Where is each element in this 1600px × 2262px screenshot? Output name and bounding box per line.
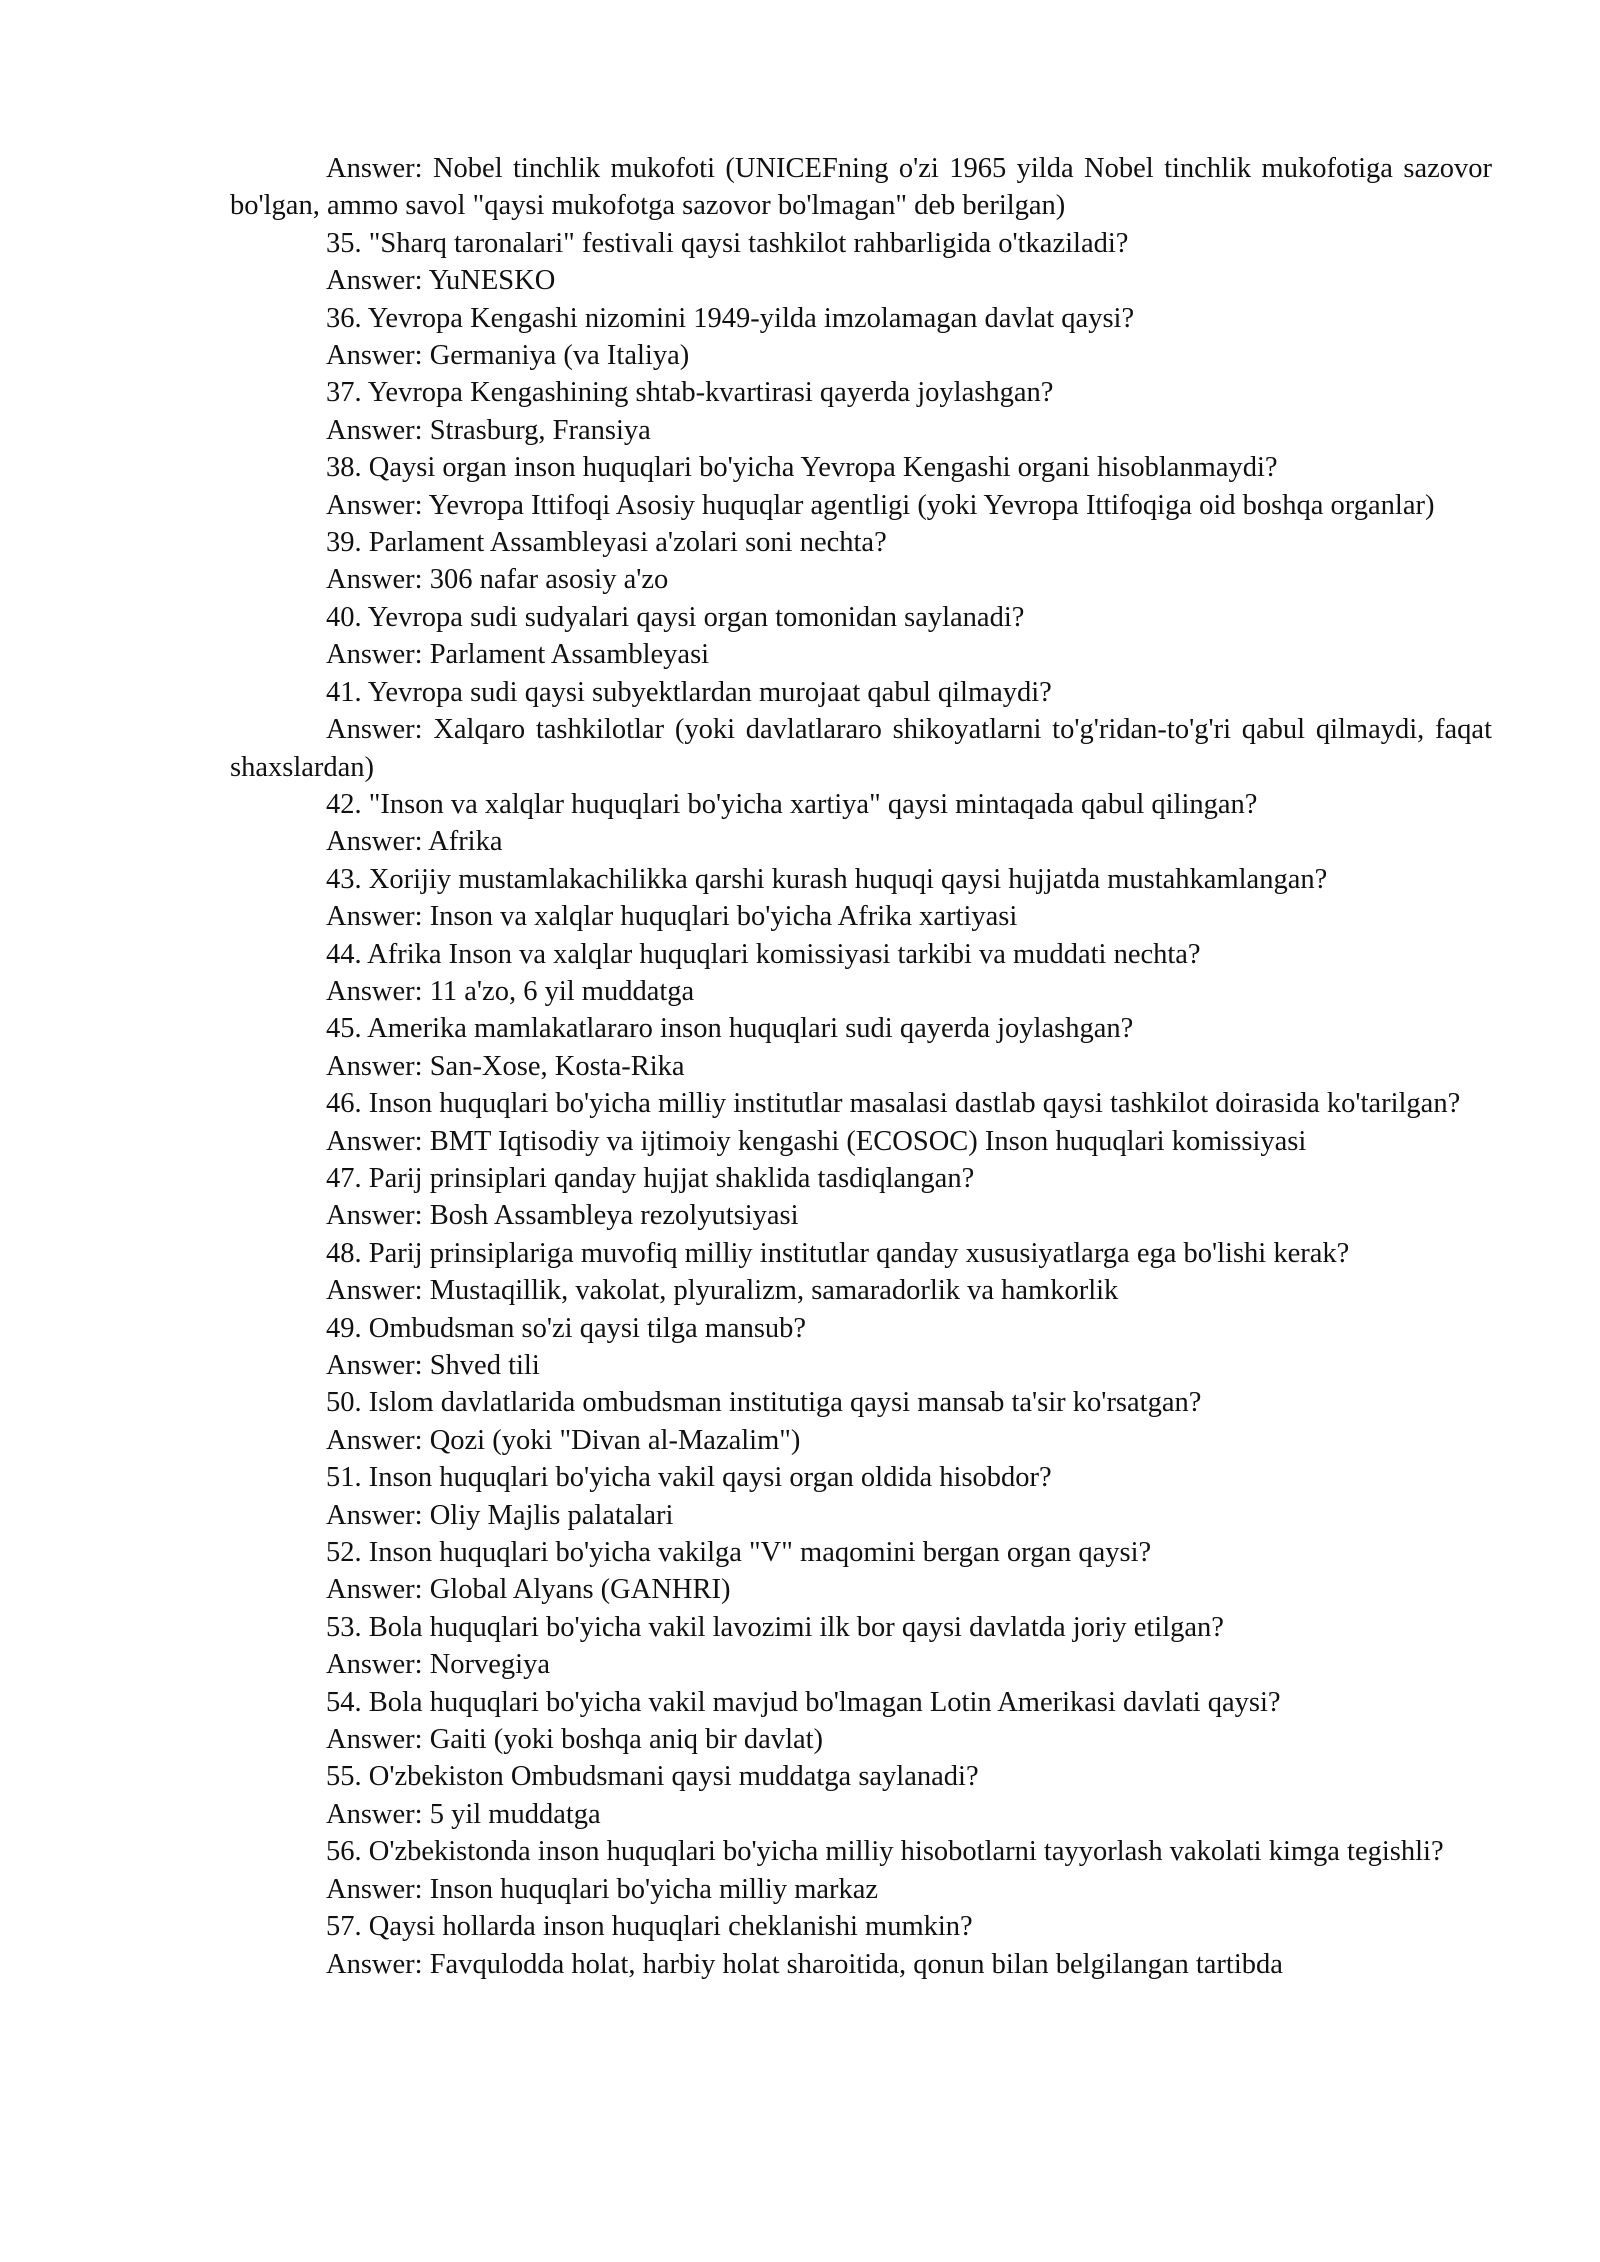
question-paragraph: 45. Amerika mamlakatlararo inson huquqlari sudi qayerda joylashgan? [326,1013,1134,1045]
question-paragraph: 35. "Sharq taronalari" festivali qaysi tashkilot rahbarligida o'tkaziladi? [326,227,1129,259]
answer-paragraph: Answer: Germaniya (va Italiya) [326,340,690,372]
answer-paragraph: Answer: Parlament Assambleyasi [326,639,710,671]
question-paragraph: 38. Qaysi organ inson huquqlari bo'yicha Yevropa Kengashi organi hisoblanmaydi? [326,452,1278,484]
answer-paragraph: Answer: Mustaqillik, vakolat, plyuralizm, samaradorlik va hamkorlik [326,1275,1119,1307]
answer-paragraph: Answer: BMT Iqtisodiy va ijtimoiy kengashi (ECOSOC) Inson huquqlari komissiyasi [326,1125,1307,1157]
question-paragraph: 40. Yevropa sudi sudyalari qaysi organ tomonidan saylanadi? [326,601,1025,633]
question-paragraph: 46. Inson huquqlari bo'yicha milliy institutlar masalasi dastlab qaysi tashkilot doirasida ko'tarilgan? [326,1088,1461,1120]
answer-paragraph: Answer: Favqulodda holat, harbiy holat sharoitida, qonun bilan belgilangan tartibda [326,1948,1283,1980]
answer-paragraph: Answer: Oliy Majlis palatalari [326,1499,674,1531]
answer-paragraph: Answer: Norvegiya [326,1649,550,1681]
answer-paragraph: Answer: Afrika [326,826,503,858]
answer-paragraph: Answer: Gaiti (yoki boshqa aniq bir davlat) [326,1724,824,1756]
answer-paragraph: Answer: Inson huquqlari bo'yicha milliy markaz [326,1873,879,1905]
question-paragraph: 49. Ombudsman so'zi qaysi tilga mansub? [326,1312,807,1344]
question-paragraph: 52. Inson huquqlari bo'yicha vakilga "V" maqomini bergan organ qaysi? [326,1537,1152,1569]
answer-paragraph: Answer: 5 yil muddatga [326,1798,601,1830]
question-paragraph: 55. O'zbekiston Ombudsmani qaysi muddatga saylanadi? [326,1761,979,1793]
question-paragraph: 36. Yevropa Kengashi nizomini 1949-yilda imzolamagan davlat qaysi? [326,302,1135,334]
answer-paragraph: Answer: 306 nafar asosiy a'zo [326,564,669,596]
question-paragraph: 42. "Inson va xalqlar huquqlari bo'yicha xartiya" qaysi mintaqada qabul qilingan? [326,788,1258,820]
question-paragraph: 54. Bola huquqlari bo'yicha vakil mavjud bo'lmagan Lotin Amerikasi davlati qaysi? [326,1686,1281,1718]
answer-paragraph: Answer: Strasburg, Fransiya [326,414,651,446]
answer-paragraph: Answer: Inson va xalqlar huquqlari bo'yicha Afrika xartiyasi [326,901,1018,933]
answer-paragraph: Answer: Shved tili [326,1350,540,1381]
question-paragraph: 48. Parij prinsiplariga muvofiq milliy institutlar qanday xususiyatlarga ega bo'lishi kerak? [326,1237,1350,1269]
question-paragraph: 53. Bola huquqlari bo'yicha vakil lavozimi ilk bor qaysi davlatda joriy etilgan? [326,1611,1224,1643]
document-body [230,150,1492,1983]
answer-paragraph: Answer: 11 a'zo, 6 yil muddatga [326,975,695,1007]
question-paragraph: 37. Yevropa Kengashining shtab-kvartirasi qayerda joylashgan? [326,377,1054,409]
answer-paragraph: Answer: Nobel tinchlik mukofoti (UNICEFning o'zi 1965 yilda Nobel tinchlik mukofotiga sazovor bo'lgan, ammo savol "qaysi mukofotga sazovor bo'lmagan" deb berilgan) [230,153,1492,222]
question-paragraph: 56. O'zbekistonda inson huquqlari bo'yicha milliy hisobotlarni tayyorlash vakolati kimga tegishli? [326,1836,1444,1868]
question-paragraph: 41. Yevropa sudi qaysi subyektlardan murojaat qabul qilmaydi? [326,676,1052,708]
answer-paragraph: Answer: Global Alyans (GANHRI) [326,1574,731,1606]
answer-paragraph: Answer: Xalqaro tashkilotlar (yoki davlatlararo shikoyatlarni to'g'ridan-to'g'ri qabul qilmaydi, faqat shaxslardan) [230,714,1492,783]
answer-paragraph: Answer: Bosh Assambleya rezolyutsiyasi [326,1200,799,1232]
question-paragraph: 47. Parij prinsiplari qanday hujjat shaklida tasdiqlangan? [326,1162,975,1194]
question-paragraph: 39. Parlament Assambleyasi a'zolari soni nechta? [326,527,887,559]
question-paragraph: 50. Islom davlatlarida ombudsman institutiga qaysi mansab ta'sir ko'rsatgan? [326,1387,1202,1419]
question-paragraph: 43. Xorijiy mustamlakachilikka qarshi kurash huquqi qaysi hujjatda mustahkamlangan? [326,863,1328,895]
question-paragraph: 51. Inson huquqlari bo'yicha vakil qaysi organ oldida hisobdor? [326,1462,1052,1494]
answer-paragraph: Answer: YuNESKO [326,265,556,297]
answer-paragraph: Answer: Yevropa Ittifoqi Asosiy huquqlar agentligi (yoki Yevropa Ittifoqiga oid boshqa organlar) [326,489,1435,521]
question-paragraph: 44. Afrika Inson va xalqlar huquqlari komissiyasi tarkibi va muddati nechta? [326,938,1201,970]
answer-paragraph: Answer: San-Xose, Kosta-Rika [326,1050,685,1082]
question-paragraph: 57. Qaysi hollarda inson huquqlari cheklanishi mumkin? [326,1911,973,1943]
answer-paragraph: Answer: Qozi (yoki "Divan al-Mazalim") [326,1424,801,1456]
